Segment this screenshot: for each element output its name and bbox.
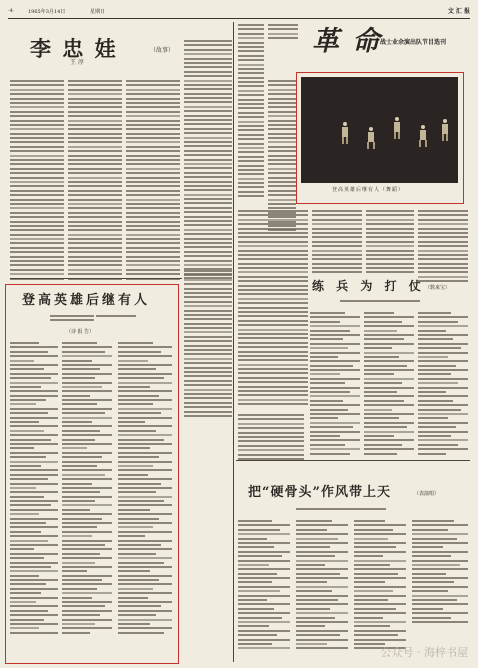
hardbone-text-col-2 — [296, 520, 348, 652]
story-text-col-5 — [184, 270, 232, 419]
drill-text-col-3 — [418, 312, 468, 457]
drill-genre: （数来宝） — [425, 285, 451, 291]
poem-author — [96, 315, 136, 319]
hardbone-title: 把“硬骨头”作风带上天 — [248, 485, 391, 500]
right-top-text-col-2 — [268, 24, 298, 42]
right-mid-text-col-5 — [238, 414, 304, 462]
right-mid-text-col-3 — [366, 210, 414, 276]
story-byline: 王 淳 — [70, 59, 84, 66]
photo-caption: 登高英雄后继有人（舞蹈） — [332, 187, 405, 193]
section-divider-2 — [236, 460, 470, 461]
dance-photo — [301, 77, 458, 183]
poem-text-col-3 — [118, 342, 172, 636]
issue-weekday: 星期日 — [90, 9, 106, 15]
page-number: ·4· — [8, 8, 15, 14]
poem-credit — [50, 315, 94, 324]
drill-byline — [340, 300, 420, 304]
story-text-col-4 — [184, 40, 232, 281]
section-divider — [10, 278, 182, 279]
right-mid-text-col-4 — [418, 210, 468, 285]
drill-title: 练 兵 为 打 仗 — [312, 279, 425, 293]
story-text-col-1 — [10, 80, 64, 282]
column-divider — [233, 22, 234, 662]
dance-subhead: 战士业余演出队节目选刊 — [380, 39, 447, 46]
poem-text-col-1 — [10, 342, 58, 636]
watermark: 公众号 · 海梓书屋 — [380, 646, 468, 659]
issue-date: 1965年3月14日 — [28, 9, 66, 15]
drill-text-col-1 — [310, 312, 360, 457]
story-genre: （故事） — [150, 47, 175, 54]
story-text-col-2 — [68, 80, 122, 282]
paper-name: 文 汇 报 — [447, 8, 470, 15]
page-header — [8, 4, 470, 19]
drill-text-col-2 — [364, 312, 414, 457]
story-text-col-3 — [126, 80, 180, 282]
hardbone-text-col-3 — [354, 520, 406, 652]
hardbone-text-col-1 — [238, 520, 290, 652]
poem-subtitle: （诗 报 告） — [66, 329, 95, 335]
story-title: 李 忠 娃 — [30, 36, 118, 61]
right-top-text-col — [238, 24, 264, 200]
poem-text-col-2 — [62, 342, 112, 636]
poem-title: 登高英雄后继有人 — [22, 293, 151, 308]
dance-headline: 革 命 — [312, 26, 382, 57]
hardbone-genre: （表演唱） — [414, 491, 440, 497]
hardbone-text-col-4 — [412, 520, 468, 625]
right-mid-text-col-2 — [312, 210, 362, 276]
right-mid-text-col-1 — [238, 210, 308, 408]
hardbone-byline — [296, 508, 386, 512]
